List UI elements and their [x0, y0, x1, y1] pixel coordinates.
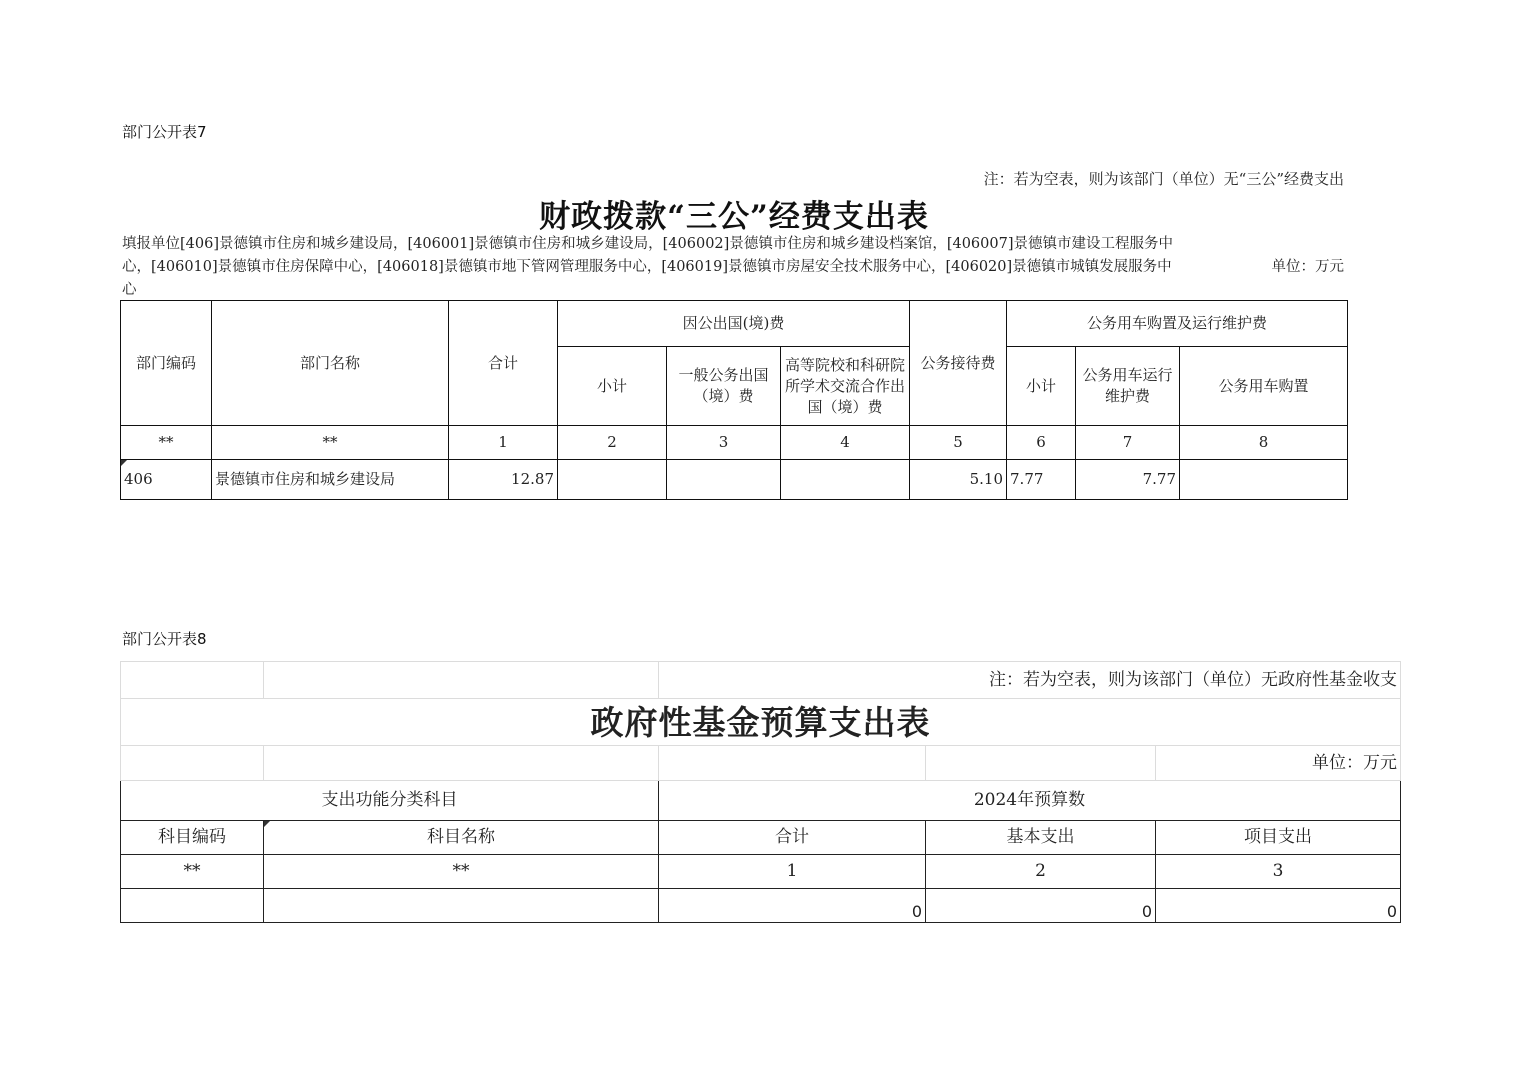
header-reception: 公务接待费 [910, 301, 1007, 426]
header-func-group: 支出功能分类科目 [121, 781, 659, 821]
header-total: 合计 [449, 301, 558, 426]
cell-total: 0 [659, 889, 926, 923]
cell-subject-name [264, 889, 659, 923]
gov-fund-budget-table [120, 661, 1401, 923]
header-vehicle-purchase: 公务用车购置 [1180, 347, 1348, 426]
header-abroad-academic: 高等院校和科研院所学术交流合作出国（境）费 [781, 347, 910, 426]
cell-vehicle-operation: 7.77 [1076, 460, 1180, 500]
cell-dept-code: 406 [121, 460, 212, 500]
cell-project: 0 [1156, 889, 1401, 923]
header-dept-name: 部门名称 [212, 301, 449, 426]
index-cell: 4 [781, 426, 910, 460]
index-cell: ** [121, 426, 212, 460]
cell-subject-code [121, 889, 264, 923]
index-cell: 2 [926, 855, 1156, 889]
index-cell: ** [264, 855, 659, 889]
form-id-8: 部门公开表8 [122, 630, 207, 648]
index-row [121, 426, 1348, 460]
header-dept-code: 部门编码 [121, 301, 212, 426]
table-row [121, 460, 1348, 500]
cell-basic: 0 [926, 889, 1156, 923]
header-basic: 基本支出 [926, 821, 1156, 855]
cell-reception: 5.10 [910, 460, 1007, 500]
header-vehicle-group: 公务用车购置及运行维护费 [1007, 301, 1348, 347]
cell-vehicle-purchase [1180, 460, 1348, 500]
filling-unit: 填报单位[406]景德镇市住房和城乡建设局，[406001]景德镇市住房和城乡建设局，[406002]景德镇市住房和城乡建设档案馆，[406007]景德镇市建设工程服务中心，[406010]景德镇市住房保障中心，[406018]景德镇市地下管网管理服务中心，[406019]景德镇市房屋安全技术服务中心，[406020]景德镇市城镇发展服务中心 [122, 236, 1173, 298]
index-cell: ** [212, 426, 449, 460]
index-cell: 7 [1076, 426, 1180, 460]
cell-abroad-general [667, 460, 781, 500]
index-cell: 5 [910, 426, 1007, 460]
index-cell: 8 [1180, 426, 1348, 460]
cell-dept-name: 景德镇市住房和城乡建设局 [212, 460, 449, 500]
cell-total: 12.87 [449, 460, 558, 500]
table-row [121, 889, 1401, 923]
form-id-7: 部门公开表7 [122, 123, 207, 141]
header-subject-name: 科目名称 [264, 821, 659, 855]
index-row [121, 855, 1401, 889]
header-vehicle-subtotal: 小计 [1007, 347, 1076, 426]
header-abroad-group: 因公出国(境)费 [558, 301, 910, 347]
index-cell: 6 [1007, 426, 1076, 460]
index-cell: 3 [1156, 855, 1401, 889]
header-subject-code: 科目编码 [121, 821, 264, 855]
index-cell: ** [121, 855, 264, 889]
cell-vehicle-subtotal: 7.77 [1007, 460, 1076, 500]
header-budget-group: 2024年预算数 [659, 781, 1401, 821]
header-abroad-subtotal: 小计 [558, 347, 667, 426]
index-cell: 2 [558, 426, 667, 460]
index-cell: 1 [449, 426, 558, 460]
three-public-expense-table [120, 300, 1348, 500]
header-project: 项目支出 [1156, 821, 1401, 855]
cell-abroad-academic [781, 460, 910, 500]
unit-label-8: 单位：万元 [1156, 746, 1401, 781]
index-cell: 1 [659, 855, 926, 889]
header-total: 合计 [659, 821, 926, 855]
header-vehicle-operation: 公务用车运行维护费 [1076, 347, 1180, 426]
empty-table-note-7: 注：若为空表，则为该部门（单位）无“三公”经费支出 [983, 170, 1344, 188]
index-cell: 3 [667, 426, 781, 460]
cell-abroad-subtotal [558, 460, 667, 500]
header-abroad-general: 一般公务出国（境）费 [667, 347, 781, 426]
unit-label-7: 单位：万元 [1271, 259, 1344, 275]
empty-table-note-8: 注：若为空表，则为该部门（单位）无政府性基金收支 [926, 662, 1401, 699]
page-title-8: 政府性基金预算支出表 [121, 699, 1401, 746]
page-title-7: 财政拨款“三公”经费支出表 [539, 199, 929, 235]
